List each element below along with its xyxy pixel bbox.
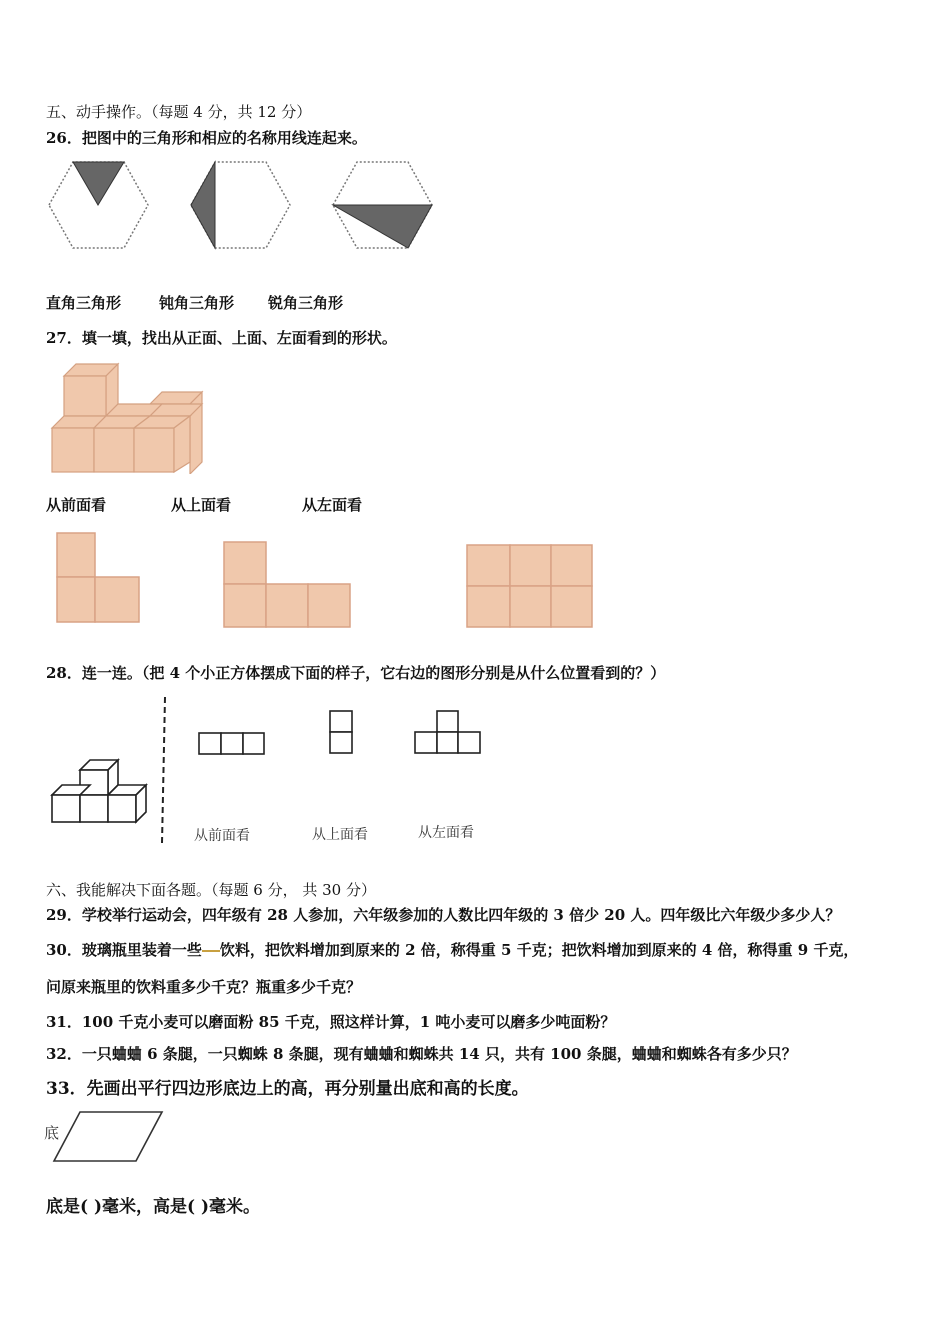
- q27-cube-stack: [50, 362, 210, 474]
- q26-name-acute: 锐角三角形: [268, 294, 344, 312]
- hexagon-1: [49, 162, 148, 248]
- q28-caption-front: 从前面看: [194, 828, 250, 844]
- q30-part-b: 饮料，把饮料增加到原来的 2 倍，称得重 5 千克；把饮料增加到原来的 4 倍，称得重 9 千克，: [219, 941, 859, 959]
- q32-text: 32．一只蛐蛐 6 条腿，一只蜘蛛 8 条腿，现有蛐蛐和蜘蛛共 14 只，共有 100 条腿，蛐蛐和蜘蛛各有多少只？: [46, 1045, 797, 1063]
- q27-view-front: 从前面看: [46, 496, 107, 514]
- q28-text: 28．连一连。（把 4 个小正方体摆成下面的样子，它右边的图形分别是从什么位置看到的？）: [46, 664, 666, 682]
- q30-line-2: 问原来瓶里的饮料重多少千克？瓶重多少千克？: [46, 978, 362, 996]
- q30-part-a: 30．玻璃瓶里装着一些: [46, 941, 202, 959]
- q26-text: 26．把图中的三角形和相应的名称用线连起来。: [46, 129, 367, 147]
- q27-view-top: 从上面看: [171, 496, 232, 514]
- hexagon-3: [333, 162, 432, 248]
- q28-cube-stack: [52, 760, 146, 822]
- q27-text: 27．填一填，找出从正面、上面、左面看到的形状。: [46, 329, 397, 347]
- q29-text: 29．学校举行运动会，四年级有 28 人参加，六年级参加的人数比四年级的 3 倍少 20 人。四年级比六年级少多少人？: [46, 906, 841, 924]
- q28-caption-top: 从上面看: [312, 827, 368, 843]
- section-6-title: 六、我能解决下面各题。（每题 6 分， 共 30 分）: [46, 881, 376, 899]
- q27-projection-shapes: [54, 530, 599, 630]
- q31-text: 31．100 千克小麦可以磨面粉 85 千克，照这样计算，1 吨小麦可以磨多少吨面粉？: [46, 1013, 616, 1031]
- q28-caption-left: 从左面看: [418, 825, 474, 841]
- q33-base-label: 底: [44, 1124, 60, 1142]
- q33-parallelogram: [50, 1108, 168, 1166]
- q26-name-right: 直角三角形: [46, 294, 122, 312]
- q26-name-obtuse: 钝角三角形: [159, 294, 235, 312]
- q27-view-left: 从左面看: [302, 496, 363, 514]
- q26-hexagon-figures: [44, 158, 439, 253]
- section-5-title: 五、动手操作。（每题 4 分，共 12 分）: [46, 103, 312, 121]
- hexagon-2: [191, 162, 290, 248]
- q30-line-1: [46, 941, 858, 959]
- q33-text: 33．先画出平行四边形底边上的高，再分别量出底和高的长度。: [46, 1079, 529, 1099]
- q33-answer: 底是( )毫米，高是( )毫米。: [46, 1197, 261, 1217]
- q30-blank: [202, 950, 220, 952]
